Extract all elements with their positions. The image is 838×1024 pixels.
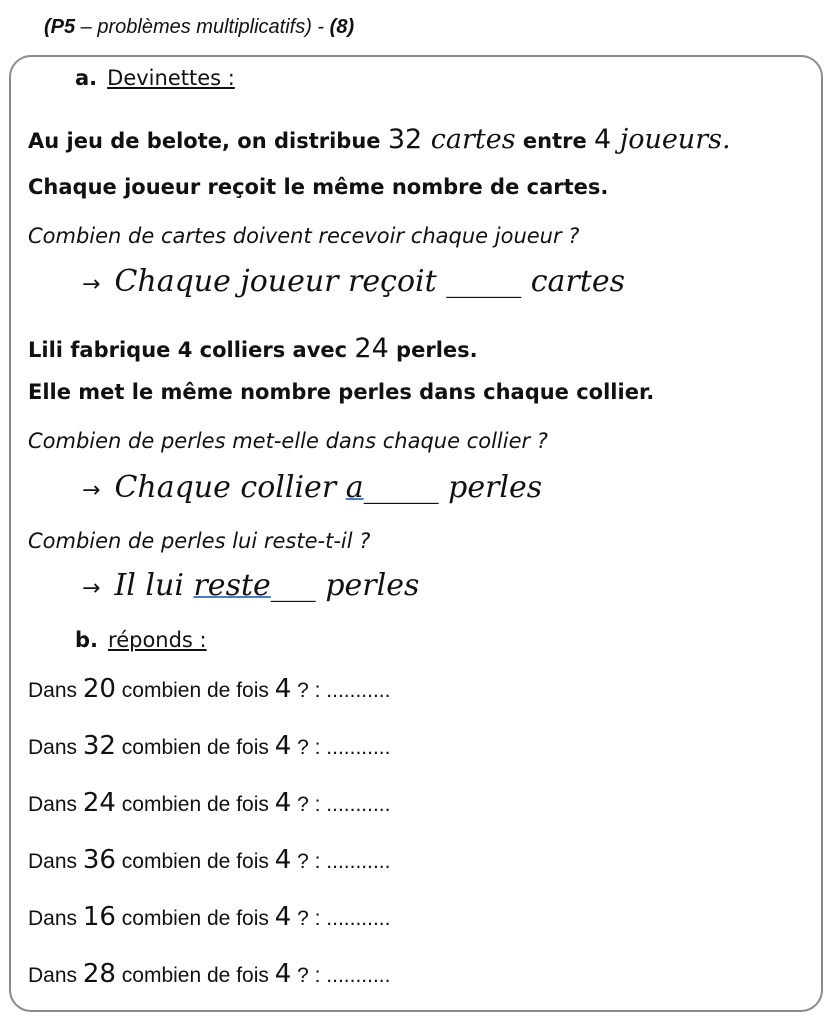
problem2-answer-2-line <box>82 568 419 603</box>
exercise-row <box>28 845 390 875</box>
problem1-answer-text: Chaque joueur reçoit _____ cartes <box>114 264 625 299</box>
exercise-text: combien de fois <box>115 964 275 987</box>
exercise-divisor: 4 <box>274 959 292 989</box>
problem2-answer-1-text: Chaque collier <box>114 470 346 505</box>
page-header <box>44 16 354 39</box>
exercise-text: combien de fois <box>115 907 275 930</box>
exercise-text: combien de fois <box>115 736 275 759</box>
exercise-answer-blank[interactable]: ? : ........... <box>291 736 391 759</box>
exercise-row <box>28 959 390 989</box>
exercise-text: Dans <box>28 964 83 987</box>
exercise-divisor: 4 <box>274 674 292 704</box>
exercise-answer-blank[interactable]: ? : ........... <box>291 907 391 930</box>
problem2-statement-2: Elle met le même nombre perles dans chaque collier. <box>28 380 655 404</box>
exercise-text: combien de fois <box>115 679 275 702</box>
problem2-pearls-number: 24 <box>354 333 389 364</box>
exercise-number: 36 <box>82 845 116 875</box>
exercise-answer-blank[interactable]: ? : ........... <box>291 964 391 987</box>
section-b-letter: b. <box>75 628 99 652</box>
problem2-question-1: Combien de perles met-elle dans chaque collier ? <box>28 429 548 453</box>
section-b-title: réponds : <box>108 628 207 652</box>
problem1-s1-text: Au jeu de belote, on distribue <box>28 129 388 153</box>
problem1-cards-word: cartes <box>422 124 516 155</box>
exercise-number: 32 <box>82 731 116 761</box>
section-a-letter: a. <box>75 66 98 90</box>
problem2-answer-1-line <box>82 470 542 505</box>
exercise-answer-blank[interactable]: ? : ........... <box>291 793 391 816</box>
problem2-s1-text: Lili fabrique 4 colliers avec <box>28 338 355 362</box>
exercise-text: Dans <box>28 850 83 873</box>
exercise-divisor: 4 <box>274 845 292 875</box>
exercise-row <box>28 674 390 704</box>
exercise-number: 20 <box>82 674 116 704</box>
exercise-divisor: 4 <box>274 731 292 761</box>
problem2-answer-2-verb: reste <box>193 568 271 603</box>
problem2-pearls-word: perles. <box>388 338 478 362</box>
exercise-number: 24 <box>82 788 116 818</box>
exercise-number: 16 <box>82 902 116 932</box>
problem2-answer-2-text: Il lui <box>114 568 194 603</box>
header-prefix: (P5 <box>44 16 76 38</box>
exercise-text: combien de fois <box>115 793 275 816</box>
arrow-icon: → <box>82 478 101 503</box>
section-a-heading <box>75 66 235 90</box>
arrow-icon: → <box>82 576 101 601</box>
exercise-row <box>28 902 390 932</box>
problem1-players-word: joueurs. <box>611 124 731 155</box>
exercise-number: 28 <box>82 959 116 989</box>
problem1-question: Combien de cartes doivent recevoir chaque joueur ? <box>28 224 580 248</box>
problem2-answer-2-end: ___ perles <box>270 568 420 603</box>
problem1-statement-2: Chaque joueur reçoit le même nombre de cartes. <box>28 175 609 199</box>
exercise-row <box>28 788 390 818</box>
section-b-heading <box>75 628 207 652</box>
exercise-row <box>28 731 390 761</box>
section-a-title: Devinettes : <box>107 66 235 90</box>
exercise-answer-blank[interactable]: ? : ........... <box>291 850 391 873</box>
header-number: (8) <box>329 16 355 38</box>
exercise-text: Dans <box>28 793 83 816</box>
problem1-s1-text-2: entre <box>515 129 595 153</box>
exercise-text: Dans <box>28 679 83 702</box>
exercise-answer-blank[interactable]: ? : ........... <box>291 679 391 702</box>
arrow-icon: → <box>82 272 101 297</box>
problem1-statement-1 <box>28 124 731 155</box>
problem1-players-number: 4 <box>594 124 612 155</box>
exercise-text: Dans <box>28 736 83 759</box>
problem1-answer-line <box>82 264 625 299</box>
exercise-text: Dans <box>28 907 83 930</box>
exercise-text: combien de fois <box>115 850 275 873</box>
problem2-question-2: Combien de perles lui reste-t-il ? <box>28 529 371 553</box>
problem2-statement-1 <box>28 333 478 364</box>
problem2-answer-1-end: _____ perles <box>363 470 543 505</box>
exercise-divisor: 4 <box>274 788 292 818</box>
exercise-divisor: 4 <box>274 902 292 932</box>
problem2-answer-1-verb: a <box>345 470 364 505</box>
problem1-cards-number: 32 <box>387 124 423 155</box>
header-subtitle: – problèmes multiplicatifs) - <box>75 16 330 38</box>
